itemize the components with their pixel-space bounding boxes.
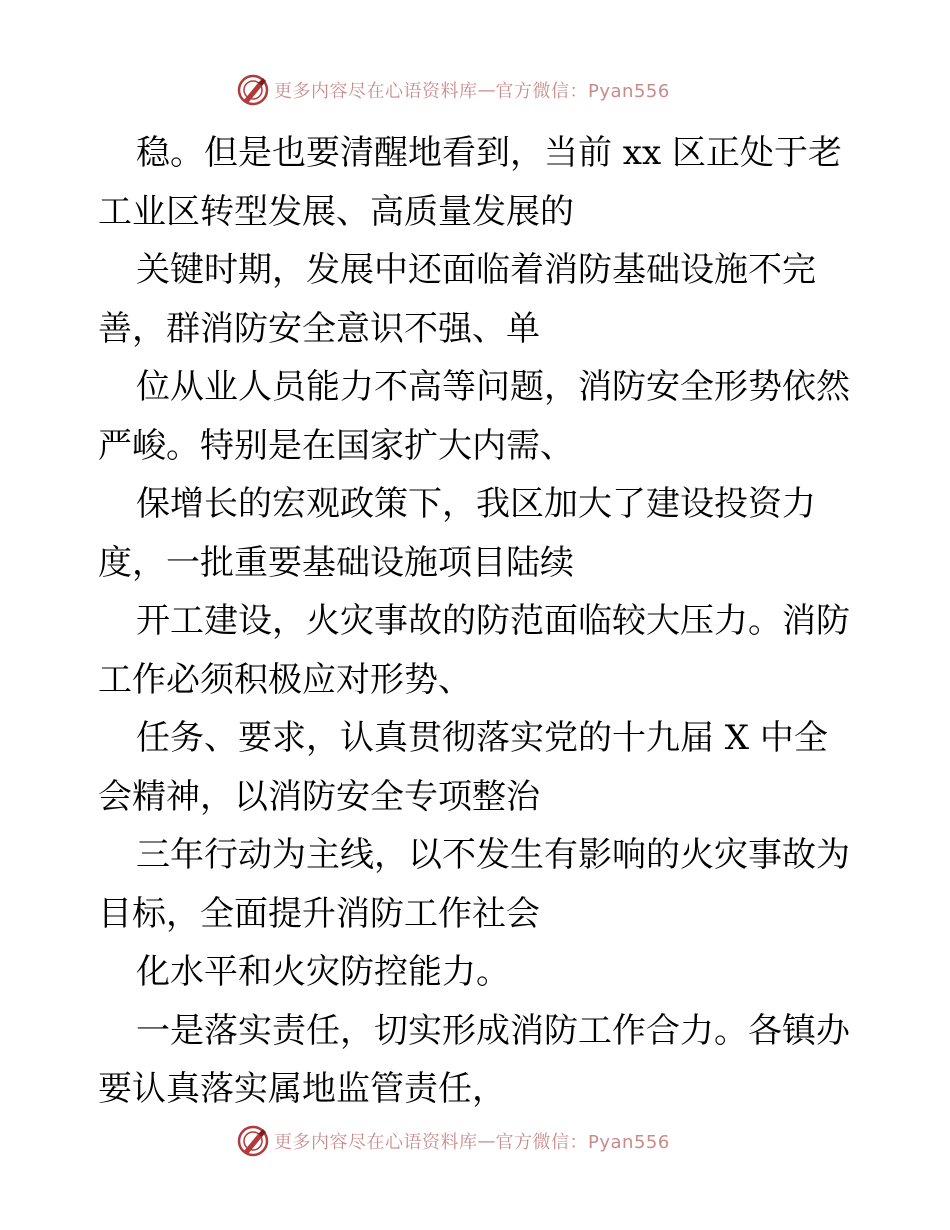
text-line: 善，群消防安全意识不强、单	[98, 308, 540, 349]
text-line: 位从业人员能力不高等问题，消防安全形势依然	[136, 367, 850, 407]
text-line: 一是落实责任，切实形成消防工作合力。各镇办	[136, 1010, 850, 1051]
text-line: 度，一批重要基础设施项目陆续	[98, 542, 574, 583]
text-line: 开工建设，火灾事故的防范面临较大压力。消防	[136, 601, 850, 641]
text-line: 严峻。特别是在国家扩大内需、	[98, 425, 574, 466]
text-line: 工作必须积极应对形势、	[98, 659, 472, 700]
pen-logo-icon	[236, 1124, 270, 1158]
text-line: 三年行动为主线，以不发生有影响的火灾事故为	[136, 835, 850, 875]
document-body	[98, 124, 858, 1119]
footer-banner	[236, 1124, 670, 1158]
banner-wechat-text: 官方微信：Pyan556	[495, 81, 670, 102]
text-line: 保增长的宏观政策下，我区加大了建设投资力	[136, 484, 816, 524]
text-line: 化水平和火灾防控能力。	[136, 952, 510, 992]
pen-logo-icon	[236, 73, 270, 107]
text-line: 工业区转型发展、高质量发展的	[98, 191, 574, 232]
text-line: 会精神，以消防安全专项整治	[98, 776, 540, 817]
banner-wechat-text: 官方微信：Pyan556	[495, 1132, 670, 1153]
banner-site-text: 更多内容尽在心语资料库	[274, 81, 478, 102]
text-line: 稳。但是也要清醒地看到，当前 xx 区正处于老	[136, 133, 842, 173]
banner-separator: —	[477, 79, 496, 101]
text-line: 要认真落实属地监管责任，	[98, 1069, 506, 1109]
banner-site-text: 更多内容尽在心语资料库	[274, 1132, 478, 1153]
text-line: 目标，全面提升消防工作社会	[98, 893, 540, 934]
header-banner	[236, 73, 670, 107]
text-line: 任务、要求，认真贯彻落实党的十九届 X 中全	[136, 718, 828, 758]
banner-separator: —	[477, 1130, 496, 1152]
text-line: 关键时期，发展中还面临着消防基础设施不完	[136, 250, 816, 290]
